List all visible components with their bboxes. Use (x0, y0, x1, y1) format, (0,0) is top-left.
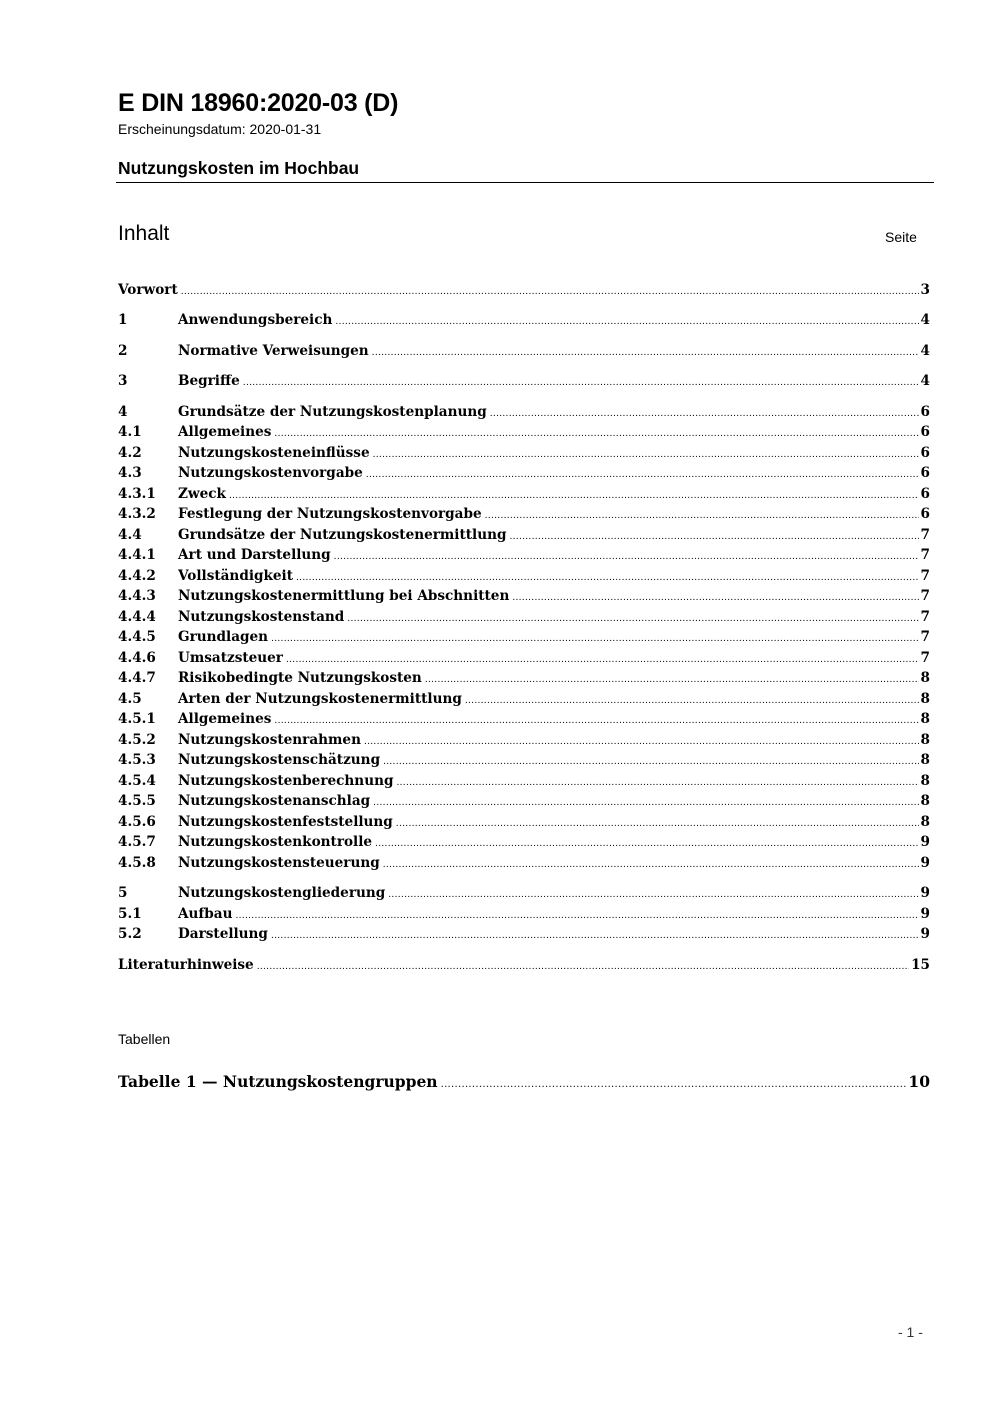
toc-leader-dots (396, 814, 919, 834)
toc-entry-vorwort[interactable] (118, 280, 930, 300)
header-divider (116, 182, 934, 183)
toc-entry-page: 6 (920, 424, 930, 440)
toc-entry-page: 4 (920, 343, 930, 359)
toc-entry-title: Grundsätze der Nutzungskostenermittlung (178, 527, 507, 543)
toc-leader-dots (373, 793, 918, 813)
toc-entry[interactable] (118, 371, 930, 391)
toc-entry-page: 6 (920, 465, 930, 481)
toc-entry-title: Darstellung (178, 926, 268, 942)
toc-entry-title: Nutzungskostenstand (178, 609, 345, 625)
toc-entry-page: 9 (920, 885, 930, 901)
toc-entry-page: 8 (920, 711, 930, 727)
toc-entry[interactable] (118, 484, 930, 504)
toc-entry-title: Art und Darstellung (178, 547, 331, 563)
toc-entry[interactable] (118, 402, 930, 422)
toc-entry-number: 4.5.5 (118, 793, 156, 809)
toc-entry-page: 8 (920, 793, 930, 809)
toc-entry-number: 4.5.2 (118, 732, 156, 748)
toc-entry[interactable] (118, 422, 930, 442)
toc-leader-dots (372, 343, 919, 363)
toc-entry-title: Nutzungskosteneinflüsse (178, 445, 370, 461)
toc-entry-number: 4.3 (118, 465, 142, 481)
toc-entry-number: 4.3.2 (118, 506, 156, 522)
toc-entry[interactable] (118, 689, 930, 709)
toc-entry-title: Zweck (178, 486, 226, 502)
toc-entry[interactable] (118, 545, 930, 565)
toc-leader-dots (347, 609, 918, 629)
toc-entry[interactable] (118, 463, 930, 483)
toc-entry-page: 4 (920, 312, 930, 328)
toc-entry-number: 4.5 (118, 691, 142, 707)
page-number: - 1 - (898, 1324, 923, 1340)
toc-leader-dots (485, 506, 919, 526)
toc-entry-page: 3 (920, 282, 930, 298)
toc-entry-number: 4 (118, 404, 128, 420)
toc-entry[interactable] (118, 812, 930, 832)
toc-leader-dots (334, 547, 919, 567)
toc-entry-title: Aufbau (178, 906, 233, 922)
toc-leader-dots (257, 957, 909, 977)
toc-entry-title: Vollständigkeit (178, 568, 294, 584)
toc-entry-number: 4.2 (118, 445, 142, 461)
toc-entry-title: Nutzungskostenfeststellung (178, 814, 393, 830)
toc-leader-dots (274, 424, 918, 444)
toc-leader-dots (490, 404, 919, 424)
toc-leader-dots (181, 282, 919, 302)
toc-entry[interactable] (118, 443, 930, 463)
toc-entry-page: 6 (920, 404, 930, 420)
toc-entry-title: Grundlagen (178, 629, 269, 645)
toc-entry-number: 4.4.4 (118, 609, 156, 625)
toc-entry-title: Arten der Nutzungskostenermittlung (178, 691, 462, 707)
table-entry-page: 10 (908, 1072, 930, 1091)
toc-entry-page: 6 (920, 506, 930, 522)
toc-leader-dots (296, 568, 919, 588)
toc-leader-dots (383, 855, 919, 875)
toc-entry-page: 6 (920, 486, 930, 502)
toc-entry-page: 4 (920, 373, 930, 389)
toc-entry[interactable] (118, 566, 930, 586)
toc-entry-page: 7 (920, 650, 930, 666)
toc-entry-title: Grundsätze der Nutzungskostenplanung (178, 404, 487, 420)
document-subject: Nutzungskosten im Hochbau (118, 158, 360, 178)
toc-entry-page: 15 (911, 957, 930, 973)
toc-entry-title: Vorwort (118, 282, 178, 298)
toc-entry[interactable] (118, 668, 930, 688)
toc-entry-title: Nutzungskostenschätzung (178, 752, 381, 768)
toc-entry-number: 5.1 (118, 906, 142, 922)
toc-leader-dots (396, 773, 918, 793)
toc-entry-number: 4.3.1 (118, 486, 156, 502)
toc-entry-page: 8 (920, 773, 930, 789)
toc-entry[interactable] (118, 310, 930, 330)
toc-entry[interactable] (118, 924, 930, 944)
toc-entry[interactable] (118, 525, 930, 545)
toc-leader-dots (465, 691, 919, 711)
toc-entry-title: Risikobedingte Nutzungskosten (178, 670, 422, 686)
toc-entry-number: 4.4.2 (118, 568, 156, 584)
document-title: E DIN 18960:2020-03 (D) (118, 89, 399, 117)
toc-entry-number: 4.4 (118, 527, 142, 543)
toc-leader-dots (271, 629, 918, 649)
toc-entry-page: 7 (920, 588, 930, 604)
toc-entry[interactable] (118, 341, 930, 361)
toc-entry-number: 4.5.6 (118, 814, 156, 830)
toc-entry-page: 9 (920, 926, 930, 942)
toc-leader-dots (235, 906, 918, 926)
toc-entry-page: 8 (920, 814, 930, 830)
toc-leader-dots (364, 732, 919, 752)
toc-entry-literaturhinweise[interactable] (118, 955, 930, 975)
toc-entry[interactable] (118, 648, 930, 668)
toc-entry-title: Nutzungskostenermittlung bei Abschnitten (178, 588, 510, 604)
toc-entry-number: 4.5.7 (118, 834, 156, 850)
toc-entry-number: 4.5.8 (118, 855, 156, 871)
toc-entry-page: 6 (920, 445, 930, 461)
toc-entry-page: 8 (920, 752, 930, 768)
toc-entry[interactable] (118, 750, 930, 770)
toc-entry-title: Literaturhinweise (118, 957, 254, 973)
toc-entry-title: Nutzungskostenvorgabe (178, 465, 363, 481)
toc-entry-page: 9 (920, 906, 930, 922)
toc-entry-title: Nutzungskostenberechnung (178, 773, 394, 789)
toc-entry[interactable] (118, 730, 930, 750)
toc-leader-dots (286, 650, 919, 670)
toc-leader-dots (366, 465, 919, 485)
toc-entry-page: 8 (920, 732, 930, 748)
toc-leader-dots (425, 670, 919, 690)
toc-entry-title: Nutzungskostengliederung (178, 885, 386, 901)
toc-entry-title: Nutzungskostenrahmen (178, 732, 361, 748)
toc-entry-number: 4.5.4 (118, 773, 156, 789)
toc-entry-title: Nutzungskostensteuerung (178, 855, 380, 871)
toc-entry-page: 7 (920, 609, 930, 625)
tables-heading: Tabellen (118, 1031, 171, 1047)
toc-entry-number: 4.4.5 (118, 629, 156, 645)
toc-entry-number: 3 (118, 373, 128, 389)
toc-entry-page: 7 (920, 568, 930, 584)
toc-leader-dots (509, 527, 918, 547)
toc-entry-number: 1 (118, 312, 128, 328)
toc-leader-dots (373, 445, 919, 465)
toc-entry[interactable] (118, 832, 930, 852)
publication-date: Erscheinungsdatum: 2020-01-31 (118, 121, 322, 137)
toc-leader-dots (383, 752, 918, 772)
table-entry-title: Tabelle 1 — Nutzungskostengruppen (118, 1072, 438, 1091)
toc-entry[interactable] (118, 504, 930, 524)
toc-leader-dots (274, 711, 918, 731)
toc-entry-number: 4.4.7 (118, 670, 156, 686)
toc-entry-title: Allgemeines (178, 711, 272, 727)
toc-entry-page: 9 (920, 834, 930, 850)
toc-entry[interactable] (118, 853, 930, 873)
toc-page-column-label: Seite (885, 229, 917, 245)
toc-leader-dots (335, 312, 918, 332)
toc-entry-page: 7 (920, 547, 930, 563)
table-list-entry[interactable] (118, 1070, 930, 1094)
toc-entry-number: 4.4.3 (118, 588, 156, 604)
toc-leader-dots (512, 588, 918, 608)
toc-entry-title: Umsatzsteuer (178, 650, 283, 666)
toc-entry[interactable] (118, 586, 930, 606)
toc-entry-page: 8 (920, 670, 930, 686)
toc-entry-title: Begriffe (178, 373, 240, 389)
toc-leader-dots (388, 885, 918, 905)
toc-entry[interactable] (118, 627, 930, 647)
toc-entry-number: 4.4.6 (118, 650, 156, 666)
toc-entry[interactable] (118, 883, 930, 903)
toc-entry-page: 7 (920, 629, 930, 645)
toc-heading: Inhalt (118, 222, 170, 245)
toc-entry[interactable] (118, 791, 930, 811)
toc-entry-number: 5.2 (118, 926, 142, 942)
toc-entry-number: 4.5.3 (118, 752, 156, 768)
toc-leader-dots (441, 1073, 907, 1097)
toc-entry-number: 2 (118, 343, 128, 359)
toc-entry-number: 5 (118, 885, 128, 901)
toc-entry-number: 4.1 (118, 424, 142, 440)
toc-leader-dots (229, 486, 919, 506)
toc-entry-number: 4.4.1 (118, 547, 156, 563)
toc-entry[interactable] (118, 904, 930, 924)
toc-entry[interactable] (118, 607, 930, 627)
toc-entry-title: Nutzungskostenkontrolle (178, 834, 373, 850)
toc-entry-page: 8 (920, 691, 930, 707)
toc-entry-number: 4.5.1 (118, 711, 156, 727)
toc-entry-title: Nutzungskostenanschlag (178, 793, 371, 809)
toc-entry-title: Normative Verweisungen (178, 343, 369, 359)
toc-entry-page: 9 (920, 855, 930, 871)
toc-entry-title: Anwendungsbereich (178, 312, 333, 328)
toc-entry-title: Allgemeines (178, 424, 272, 440)
toc-entry[interactable] (118, 709, 930, 729)
toc-entry-page: 7 (920, 527, 930, 543)
toc-leader-dots (375, 834, 918, 854)
toc-leader-dots (271, 926, 919, 946)
toc-leader-dots (243, 373, 919, 393)
toc-entry[interactable] (118, 771, 930, 791)
toc-entry-title: Festlegung der Nutzungskostenvorgabe (178, 506, 482, 522)
